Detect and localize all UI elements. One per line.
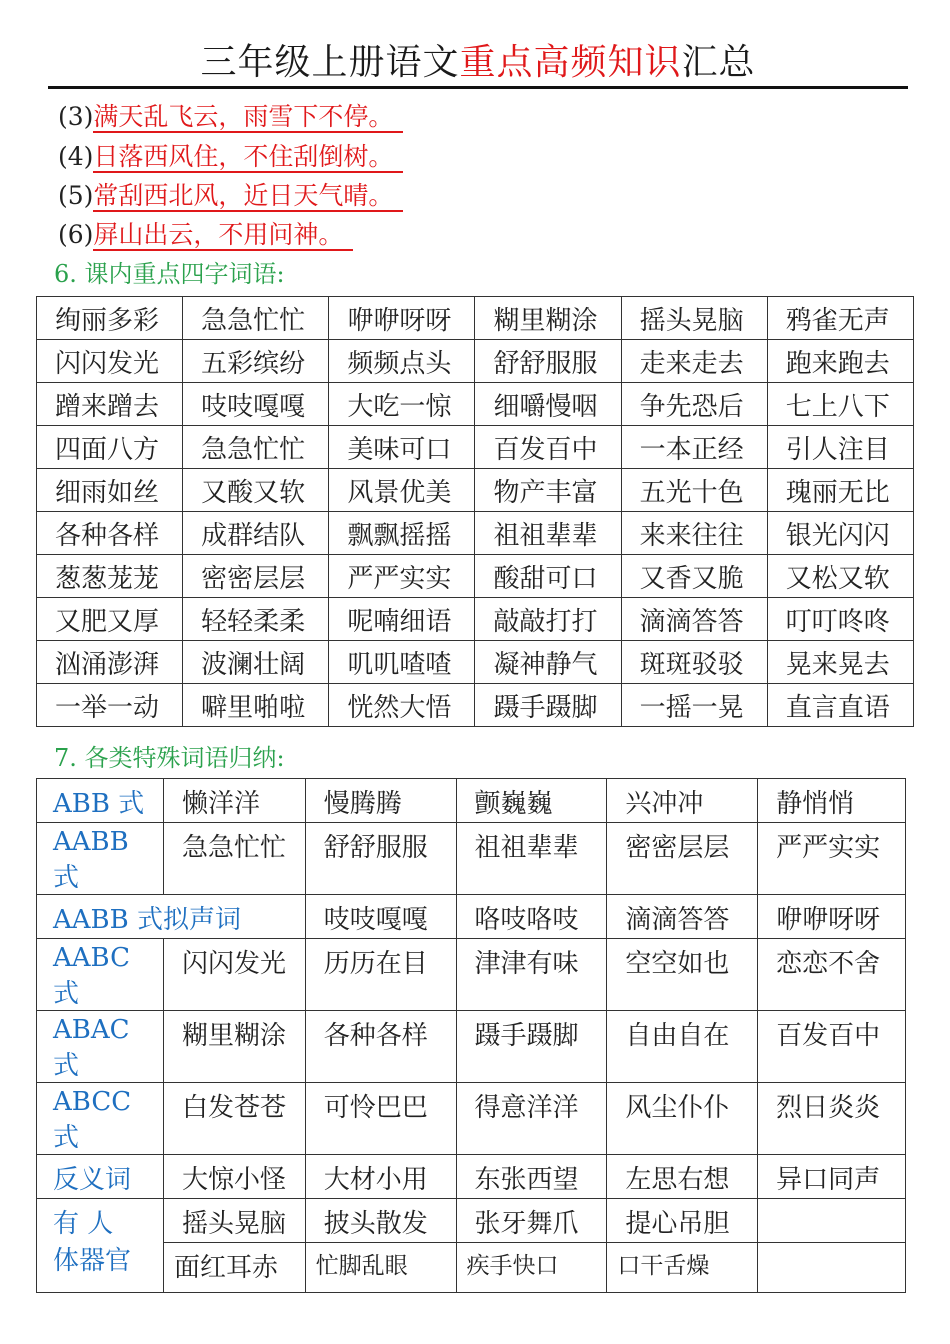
table-cell: 摇头晃脑 [163, 1199, 305, 1243]
table-cell: 津津有味 [456, 939, 607, 1011]
table-row [37, 779, 906, 823]
table-cell: 急急忙忙 [163, 823, 305, 895]
table-cell: 又松又软 [767, 555, 913, 598]
table-cell: 摇头晃脑 [621, 297, 767, 340]
table-cell: 祖祖辈辈 [456, 823, 607, 895]
table-cell: 严严实实 [329, 555, 475, 598]
table-cell: 大材小用 [305, 1155, 456, 1199]
table-cell: 空空如也 [607, 939, 758, 1011]
table-row [37, 1083, 906, 1155]
table-cell: 敲敲打打 [475, 598, 621, 641]
category-label: AABC 式 [37, 939, 164, 1011]
table-cell: 细嚼慢咽 [475, 383, 621, 426]
table-cell: 百发百中 [475, 426, 621, 469]
table-cell: 频频点头 [329, 340, 475, 383]
table-cell: 吱吱嘎嘎 [183, 383, 329, 426]
table-cell: 面红耳赤 [163, 1243, 305, 1293]
proverb-text: 日落西风住，不住刮倒树。 [93, 142, 403, 173]
table-cell: 咿咿呀呀 [758, 895, 906, 939]
table-cell: 舒舒服服 [475, 340, 621, 383]
table-cell: 凝神静气 [475, 641, 621, 684]
table-cell: 可怜巴巴 [305, 1083, 456, 1155]
table-row [37, 469, 914, 512]
table-row [37, 555, 914, 598]
category-label: ABAC 式 [37, 1011, 164, 1083]
table-cell: 物产丰富 [475, 469, 621, 512]
proverb-text: 屏山出云，不用问神。 [93, 220, 353, 251]
table-cell: 五光十色 [621, 469, 767, 512]
table-cell: 跑来跑去 [767, 340, 913, 383]
table-cell: 鸦雀无声 [767, 297, 913, 340]
empty-cell [758, 1199, 906, 1243]
table-cell: 又酸又软 [183, 469, 329, 512]
table-cell: 各种各样 [37, 512, 183, 555]
empty-cell [758, 1243, 906, 1293]
table-cell: 急急忙忙 [183, 426, 329, 469]
proverb-5 [58, 179, 403, 213]
table-cell: 引人注目 [767, 426, 913, 469]
table-cell: 吱吱嘎嘎 [305, 895, 456, 939]
table-cell: 瑰丽无比 [767, 469, 913, 512]
category-label: 有 人 体器官 [37, 1199, 164, 1293]
table-cell: 四面八方 [37, 426, 183, 469]
table-cell: 呢喃细语 [329, 598, 475, 641]
category-label: 反义词 [37, 1155, 164, 1199]
table-row [37, 939, 906, 1011]
table-cell: 大吃一惊 [329, 383, 475, 426]
proverb-number: (5) [58, 181, 94, 210]
table-cell: 百发百中 [758, 1011, 906, 1083]
table-cell: 噼里啪啦 [183, 684, 329, 727]
table-cell: 咯吱咯吱 [456, 895, 607, 939]
table-cell: 叮叮咚咚 [767, 598, 913, 641]
table-cell: 滴滴答答 [607, 895, 758, 939]
page-title-bar [48, 40, 908, 89]
table-cell: 疾手快口 [456, 1243, 607, 1293]
table-cell: 一本正经 [621, 426, 767, 469]
table-cell: 急急忙忙 [183, 297, 329, 340]
table-cell: 白发苍苍 [163, 1083, 305, 1155]
table-cell: 慢腾腾 [305, 779, 456, 823]
table-cell: 兴冲冲 [607, 779, 758, 823]
table-row [37, 823, 906, 895]
table-row [37, 1155, 906, 1199]
table-cell: 烈日炎炎 [758, 1083, 906, 1155]
table-cell: 飘飘摇摇 [329, 512, 475, 555]
table-cell: 风尘仆仆 [607, 1083, 758, 1155]
table-row [37, 340, 914, 383]
category-label: AABB 式拟声词 [37, 895, 306, 939]
table-cell: 争先恐后 [621, 383, 767, 426]
table-cell: 风景优美 [329, 469, 475, 512]
table-cell: 蹭来蹭去 [37, 383, 183, 426]
table-cell: 一举一动 [37, 684, 183, 727]
table-cell: 密密层层 [607, 823, 758, 895]
table-cell: 绚丽多彩 [37, 297, 183, 340]
table-cell: 颤巍巍 [456, 779, 607, 823]
table-cell: 波澜壮阔 [183, 641, 329, 684]
table-cell: 严严实实 [758, 823, 906, 895]
table-cell: 斑斑驳驳 [621, 641, 767, 684]
table-cell: 叽叽喳喳 [329, 641, 475, 684]
proverb-text: 满天乱飞云，雨雪下不停。 [93, 102, 403, 133]
table-row [37, 684, 914, 727]
table-row [37, 1243, 906, 1293]
table-cell: 披头散发 [305, 1199, 456, 1243]
table-cell: 忙脚乱眼 [305, 1243, 456, 1293]
category-label: ABB 式 [37, 779, 164, 823]
table-cell: 滴滴答答 [621, 598, 767, 641]
title-highlight: 重点高频知识 [459, 42, 682, 83]
special-words-table [36, 778, 906, 1293]
table-cell: 历历在目 [305, 939, 456, 1011]
table-cell: 异口同声 [758, 1155, 906, 1199]
table-row [37, 598, 914, 641]
table-cell: 成群结队 [183, 512, 329, 555]
table-cell: 五彩缤纷 [183, 340, 329, 383]
table-cell: 左思右想 [607, 1155, 758, 1199]
table-cell: 懒洋洋 [163, 779, 305, 823]
table-cell: 银光闪闪 [767, 512, 913, 555]
table-cell: 七上八下 [767, 383, 913, 426]
table-cell: 糊里糊涂 [475, 297, 621, 340]
proverb-number: (3) [58, 102, 94, 131]
table-cell: 晃来晃去 [767, 641, 913, 684]
proverb-3 [58, 100, 403, 134]
proverb-number: (6) [58, 220, 94, 249]
table-cell: 葱葱茏茏 [37, 555, 183, 598]
category-label: AABB 式 [37, 823, 164, 895]
proverb-6 [58, 218, 353, 252]
table-row [37, 426, 914, 469]
table-cell: 闪闪发光 [163, 939, 305, 1011]
table-cell: 提心吊胆 [607, 1199, 758, 1243]
proverb-text: 常刮西北风，近日天气晴。 [93, 181, 403, 212]
table-cell: 轻轻柔柔 [183, 598, 329, 641]
table-cell: 闪闪发光 [37, 340, 183, 383]
table-cell: 酸甜可口 [475, 555, 621, 598]
table-cell: 糊里糊涂 [163, 1011, 305, 1083]
table-cell: 祖祖辈辈 [475, 512, 621, 555]
proverb-number: (4) [58, 142, 94, 171]
table-row [37, 383, 914, 426]
four-char-words-table [36, 296, 914, 727]
table-row [37, 641, 914, 684]
table-cell: 来来往往 [621, 512, 767, 555]
table-cell: 静悄悄 [758, 779, 906, 823]
table-cell: 东张西望 [456, 1155, 607, 1199]
table-row [37, 1199, 906, 1243]
page-title [200, 42, 755, 83]
table-cell: 咿咿呀呀 [329, 297, 475, 340]
title-part1: 三年级上册语文 [200, 42, 460, 83]
table-cell: 细雨如丝 [37, 469, 183, 512]
table-cell: 得意洋洋 [456, 1083, 607, 1155]
table-cell: 直言直语 [767, 684, 913, 727]
table-cell: 大惊小怪 [163, 1155, 305, 1199]
table-cell: 一摇一晃 [621, 684, 767, 727]
table-cell: 又肥又厚 [37, 598, 183, 641]
table-cell: 各种各样 [305, 1011, 456, 1083]
title-part3: 汇总 [681, 42, 756, 83]
table-cell: 汹涌澎湃 [37, 641, 183, 684]
section-7-heading: 7. 各类特殊词语归纳: [54, 744, 285, 772]
table-cell: 密密层层 [183, 555, 329, 598]
table-row [37, 512, 914, 555]
table-cell: 蹑手蹑脚 [456, 1011, 607, 1083]
table-cell: 自由自在 [607, 1011, 758, 1083]
table-cell: 又香又脆 [621, 555, 767, 598]
table-cell: 恋恋不舍 [758, 939, 906, 1011]
table-cell: 走来走去 [621, 340, 767, 383]
category-label: ABCC 式 [37, 1083, 164, 1155]
table-row [37, 297, 914, 340]
section-6-heading: 6. 课内重点四字词语: [54, 260, 285, 288]
table-cell: 恍然大悟 [329, 684, 475, 727]
table-cell: 张牙舞爪 [456, 1199, 607, 1243]
table-cell: 口干舌燥 [607, 1243, 758, 1293]
table-row [37, 895, 906, 939]
table-cell: 舒舒服服 [305, 823, 456, 895]
proverb-4 [58, 140, 403, 174]
table-cell: 美味可口 [329, 426, 475, 469]
table-row [37, 1011, 906, 1083]
table-cell: 蹑手蹑脚 [475, 684, 621, 727]
